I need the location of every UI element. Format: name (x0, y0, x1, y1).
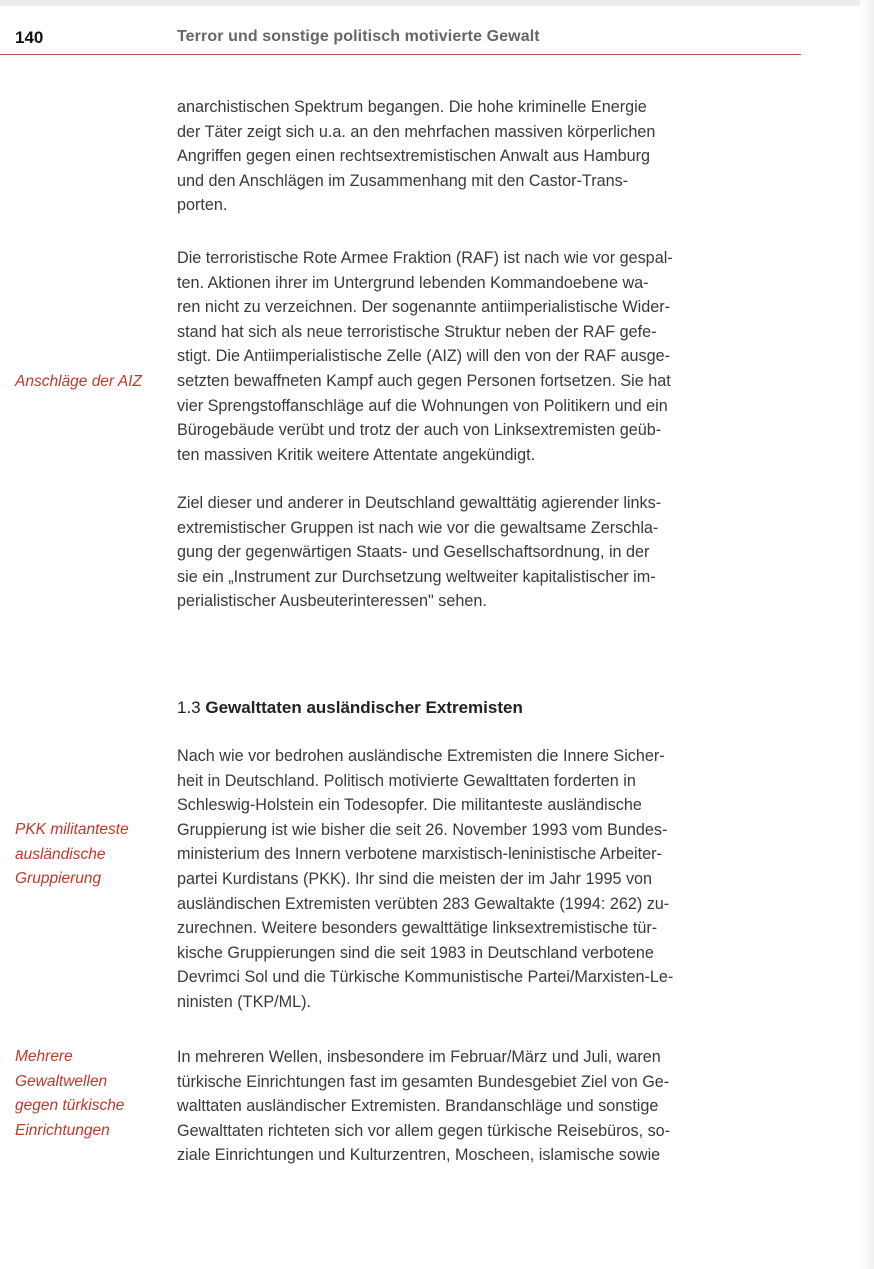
page-number: 140 (15, 28, 44, 47)
text-line: Gewalttaten richteten sich vor allem gegen türkische Reisebüros, so- (177, 1121, 671, 1140)
text-line: ausländischen Extremisten verübten 283 Gewaltakte (1994: 262) zu- (177, 894, 670, 913)
text-line: ziale Einrichtungen und Kulturzentren, Moscheen, islamische sowie (177, 1146, 661, 1165)
margin-note-aiz: Anschläge der AIZ (15, 373, 142, 390)
text-line: stand hat sich als neue terroristische Struktur neben der RAF gefe- (177, 322, 657, 341)
text-line: Schleswig-Holstein ein Todesopfer. Die militanteste ausländische (177, 796, 642, 815)
running-head: Terror und sonstige politisch motivierte Gewalt (177, 28, 540, 45)
text-line: walttaten ausländischer Extremisten. Brandanschläge und sonstige (177, 1097, 659, 1116)
margin-note-pkk (15, 818, 165, 892)
section-title: Gewalttaten ausländischer Extremisten (205, 698, 523, 717)
text-line: setzten bewaffneten Kampf auch gegen Personen fortsetzen. Sie hat (177, 371, 671, 390)
text-line: ten massiven Kritik weitere Attentate angekündigt. (177, 445, 536, 464)
text-line: ren nicht zu verzeichnen. Der sogenannte antiimperialistische Wider- (177, 298, 671, 317)
paragraph-2 (177, 246, 802, 467)
paragraph-5 (177, 1045, 802, 1168)
text-line: porten. (177, 196, 228, 215)
paragraph-4 (177, 744, 802, 1015)
margin-note-line: Mehrere (15, 1048, 73, 1065)
top-shadow (0, 0, 874, 6)
text-line: ninisten (TKP/ML). (177, 992, 312, 1011)
text-line: ten. Aktionen ihrer im Untergrund lebenden Kommandoebene wa- (177, 273, 649, 292)
text-line: perialistischer Ausbeuterinteressen" sehen. (177, 592, 487, 611)
margin-note-line: Gruppierung (15, 870, 102, 888)
margin-note-line: ausländische (15, 845, 106, 863)
paragraph-1 (177, 95, 802, 218)
text-line: und den Anschlägen im Zusammenhang mit den Castor-Trans- (177, 171, 629, 190)
section-heading (177, 698, 523, 718)
text-line: Bürogebäude verübt und trotz der auch von Linksextremisten geüb- (177, 421, 662, 440)
text-line: Devrimci Sol und die Türkische Kommunistische Partei/Marxisten-Le- (177, 968, 674, 987)
text-line: Angriffen gegen einen rechtsextremistischen Anwalt aus Hamburg (177, 147, 651, 166)
text-line: kische Gruppierungen sind die seit 1983 in Deutschland verbotene (177, 943, 654, 962)
text-line: zurechnen. Weitere besonders gewalttätige linksextremistische tür- (177, 919, 658, 938)
text-line: türkische Einrichtungen fast im gesamten Bundesgebiet Ziel von Ge- (177, 1072, 670, 1091)
margin-note-gewaltwellen (15, 1045, 165, 1143)
text-line: stigt. Die Antiimperialistische Zelle (AIZ) will den von der RAF ausge- (177, 347, 670, 366)
text-line: ministerium des Innern verbotene marxistisch-leninistische Arbeiter- (177, 845, 662, 864)
text-line: der Täter zeigt sich u.a. an den mehrfachen massiven körperlichen (177, 122, 656, 141)
text-line: vier Sprengstoffanschläge auf die Wohnungen von Politikern und ein (177, 396, 668, 415)
paragraph-3 (177, 491, 802, 614)
text-line: heit in Deutschland. Politisch motivierte Gewalttaten forderten in (177, 771, 636, 790)
margin-note-line: PKK militanteste (15, 821, 129, 838)
text-line: Gruppierung ist wie bisher die seit 26. November 1993 vom Bundes- (177, 820, 668, 839)
text-line: partei Kurdistans (PKK). Ihr sind die meisten der im Jahr 1995 von (177, 869, 653, 888)
text-line: Nach wie vor bedrohen ausländische Extremisten die Innere Sicher- (177, 747, 665, 765)
text-line: anarchistischen Spektrum begangen. Die hohe kriminelle Energie (177, 98, 647, 116)
text-line: In mehreren Wellen, insbesondere im Februar/März und Juli, waren (177, 1048, 661, 1066)
page-edge-shadow (860, 0, 874, 1269)
text-line: Ziel dieser und anderer in Deutschland gewalttätig agierender links- (177, 494, 662, 512)
margin-note-line: gegen türkische (15, 1097, 125, 1115)
margin-note-line: Gewaltwellen (15, 1072, 108, 1090)
text-line: sie ein „Instrument zur Durchsetzung weltweiter kapitalistischer im- (177, 567, 656, 586)
section-number: 1.3 (177, 698, 201, 717)
text-line: Die terroristische Rote Armee Fraktion (RAF) ist nach wie vor gespal- (177, 249, 673, 267)
text-line: gung der gegenwärtigen Staats- und Gesellschaftsordnung, in der (177, 543, 650, 562)
margin-note-line: Einrichtungen (15, 1121, 110, 1139)
text-line: extremistischer Gruppen ist nach wie vor die gewaltsame Zerschla- (177, 518, 659, 537)
header-rule (0, 54, 801, 55)
